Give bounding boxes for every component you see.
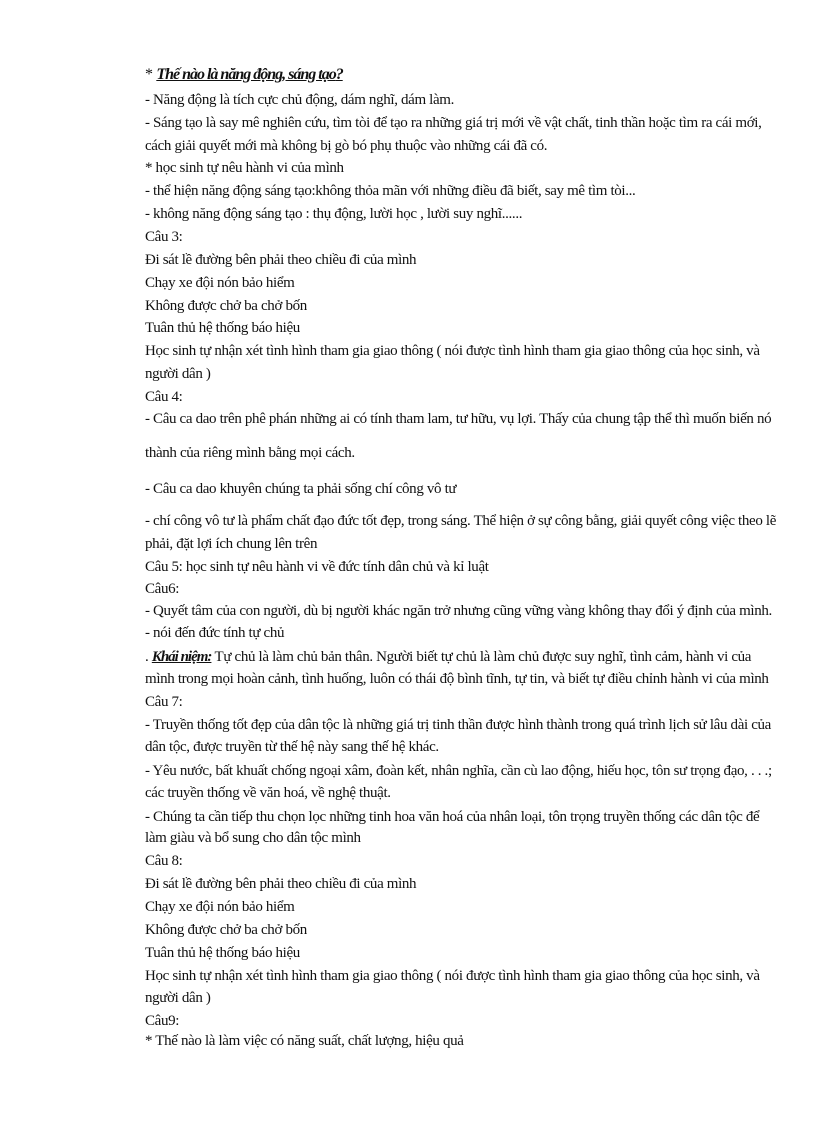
text-line: Không được chở ba chở bốn: [145, 298, 307, 314]
text-line: - không năng động sáng tạo : thụ động, lười học , lười suy nghĩ......: [145, 206, 523, 222]
concept-bullet: .: [145, 649, 152, 665]
text-line: - Sáng tạo là say mê nghiên cứu, tìm tòi để tạo ra những giá trị mới về vật chất, tinh thần hoặc tìm ra cái mới,: [145, 115, 762, 131]
text-line: - Truyền thống tốt đẹp của dân tộc là những giá trị tinh thần được hình thành trong quá trình lịch sử lâu dài của: [145, 717, 771, 733]
text-line: dân tộc, được truyền từ thế hệ này sang thế hệ khác.: [145, 739, 439, 755]
text-line: các truyền thống về văn hoá, về nghệ thuật.: [145, 785, 391, 801]
text-line: - Câu ca dao khuyên chúng ta phải sống chí công vô tư: [145, 481, 457, 497]
text-line: Học sinh tự nhận xét tình hình tham gia giao thông ( nói được tình hình tham gia giao thông của học sinh, và: [145, 343, 760, 359]
text-line: - chí công vô tư là phẩm chất đạo đức tốt đẹp, trong sáng. Thể hiện ở sự công bằng, giải quyết công việc theo lẽ: [145, 513, 777, 529]
text-line: Câu 7:: [145, 694, 183, 710]
text-line: - Năng động là tích cực chủ động, dám nghĩ, dám làm.: [145, 92, 455, 108]
text-line: cách giải quyết mới mà không bị gò bó phụ thuộc vào những cái đã có.: [145, 138, 548, 154]
text-line: - nói đến đức tính tự chủ: [145, 625, 285, 641]
text-line: - thể hiện năng động sáng tạo:không thỏa mãn với những điều đã biết, say mê tìm tòi...: [145, 183, 636, 199]
text-line: mình trong mọi hoàn cảnh, tình huống, luôn có thái độ bình tĩnh, tự tin, và biết tự điều chỉnh hành vi của mình: [145, 671, 769, 687]
text-line: Đi sát lề đường bên phải theo chiều đi của mình: [145, 252, 417, 268]
text-line: Câu9:: [145, 1013, 180, 1029]
text-line: Câu 5: học sinh tự nêu hành vi về đức tính dân chủ và kỉ luật: [145, 559, 489, 575]
text-line: Câu 8:: [145, 853, 183, 869]
title-bullet: *: [145, 66, 157, 83]
text-line: - Câu ca dao trên phê phán những ai có tính tham lam, tư hữu, vụ lợi. Thấy của chung tập thể thì muốn biến nó: [145, 411, 772, 427]
text-line: làm giàu và bổ sung cho dân tộc mình: [145, 830, 361, 846]
text-line: - Chúng ta cần tiếp thu chọn lọc những tinh hoa văn hoá của nhân loại, tôn trọng truyền thống các dân tộc để: [145, 809, 760, 825]
concept-paragraph: [145, 647, 751, 667]
text-line: Câu 4:: [145, 389, 183, 405]
text-line: Không được chở ba chở bốn: [145, 922, 307, 938]
text-line: người dân ): [145, 366, 211, 382]
text-line: Tuân thủ hệ thống báo hiệu: [145, 945, 300, 961]
text-line: Câu 3:: [145, 229, 183, 245]
text-line: thành của riêng mình bằng mọi cách.: [145, 445, 355, 461]
title-suffix: ?: [335, 66, 343, 83]
text-line: Tuân thủ hệ thống báo hiệu: [145, 320, 300, 336]
text-line: * học sinh tự nêu hành vi của mình: [145, 160, 344, 176]
section-title: [145, 65, 343, 85]
text-line: Câu6:: [145, 581, 180, 597]
concept-label: Khái niệm:: [151, 649, 212, 665]
text-line: * Thế nào là làm việc có năng suất, chất lượng, hiệu quả: [145, 1033, 464, 1049]
concept-text: Tự chủ là làm chủ bản thân. Người biết tự chủ là làm chủ được suy nghĩ, tình cảm, hành vi của: [211, 649, 752, 665]
text-line: - Quyết tâm của con người, dù bị người khác ngăn trở nhưng cũng vững vàng không thay đổi ý định của mình.: [145, 603, 772, 619]
text-line: - Yêu nước, bất khuất chống ngoại xâm, đoàn kết, nhân nghĩa, cần cù lao động, hiếu học, tôn sư trọng đạo, . . .;: [145, 763, 772, 779]
text-line: Đi sát lề đường bên phải theo chiều đi của mình: [145, 876, 417, 892]
text-line: Chạy xe đội nón bảo hiểm: [145, 899, 295, 915]
text-line: Học sinh tự nhận xét tình hình tham gia giao thông ( nói được tình hình tham gia giao thông của học sinh, và: [145, 968, 760, 984]
text-line: người dân ): [145, 990, 211, 1006]
title-emphasis: Thế nào là năng động, sáng tạo: [156, 66, 336, 83]
text-line: Chạy xe đội nón bảo hiểm: [145, 275, 295, 291]
text-line: phải, đặt lợi ích chung lên trên: [145, 536, 318, 552]
